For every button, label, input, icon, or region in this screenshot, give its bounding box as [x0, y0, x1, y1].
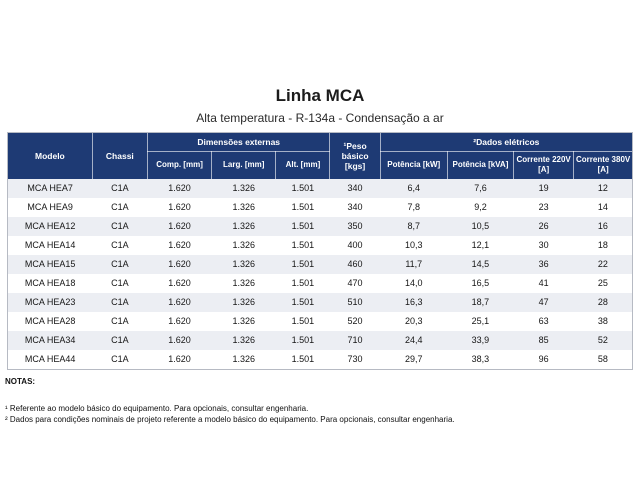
cell-potencia-kw: 11,7 — [405, 259, 423, 270]
cell-potencia-kw: 20,3 — [404, 316, 423, 327]
cell-modelo: MCA HEA44 — [24, 354, 76, 365]
cell-larg: 1.326 — [232, 202, 255, 213]
cell-comp: 1.620 — [168, 316, 191, 327]
note-2: ² Dados para condições nominais de projeto referente a modelo básico do equipamento. Para opcionais, consultar engenharia. — [5, 414, 455, 424]
cell-comp: 1.620 — [168, 297, 191, 308]
cell-potencia-kw: 29,7 — [404, 354, 423, 365]
cell-peso: 470 — [347, 278, 363, 289]
cell-alt: 1.501 — [291, 278, 315, 289]
group-header-dados-eletricos: ²Dados elétricos — [380, 133, 632, 152]
cell-corrente-380v: 14 — [597, 202, 608, 213]
col-header-modelo: Modelo — [8, 133, 92, 179]
cell-alt: 1.501 — [291, 259, 315, 270]
cell-peso: 340 — [347, 183, 363, 194]
note-1: ¹ Referente ao modelo básico do equipamento. Para opcionais, consultar engenharia. — [5, 403, 309, 413]
cell-peso: 710 — [347, 335, 363, 346]
cell-larg: 1.326 — [232, 259, 255, 270]
group-header-dimensoes: Dimensões externas — [147, 133, 330, 152]
cell-chassi: C1A — [111, 335, 129, 346]
cell-corrente-220v: 19 — [538, 183, 549, 194]
cell-corrente-220v: 85 — [538, 335, 549, 346]
cell-modelo: MCA HEA23 — [24, 297, 76, 308]
cell-corrente-220v: 96 — [538, 354, 549, 365]
cell-alt: 1.501 — [291, 202, 315, 213]
cell-alt: 1.501 — [291, 316, 315, 327]
cell-alt: 1.501 — [291, 221, 315, 232]
cell-modelo: MCA HEA9 — [27, 202, 73, 213]
cell-chassi: C1A — [111, 278, 129, 289]
cell-peso: 460 — [347, 259, 363, 270]
cell-larg: 1.326 — [232, 221, 255, 232]
cell-comp: 1.620 — [168, 259, 191, 270]
cell-alt: 1.501 — [291, 240, 315, 251]
cell-comp: 1.620 — [168, 202, 191, 213]
cell-modelo: MCA HEA18 — [24, 278, 76, 289]
cell-peso: 730 — [347, 354, 363, 365]
col-header-corrente-380v: Corrente 380V [A] — [574, 151, 632, 179]
table-row — [8, 236, 632, 255]
cell-comp: 1.620 — [168, 335, 191, 346]
table-row — [8, 293, 632, 312]
cell-corrente-380v: 18 — [597, 240, 608, 251]
cell-alt: 1.501 — [291, 297, 315, 308]
table-row — [8, 255, 632, 274]
col-header-comp: Comp. [mm] — [147, 151, 211, 179]
col-header-alt: Alt. [mm] — [276, 151, 330, 179]
cell-potencia-kw: 6,4 — [407, 183, 420, 194]
cell-corrente-380v: 16 — [597, 221, 608, 232]
cell-comp: 1.620 — [168, 183, 191, 194]
cell-potencia-kva: 16,5 — [471, 278, 490, 289]
cell-comp: 1.620 — [168, 278, 191, 289]
cell-corrente-380v: 38 — [597, 316, 608, 327]
notes-heading: NOTAS: — [5, 376, 36, 386]
cell-modelo: MCA HEA12 — [24, 221, 76, 232]
table-header — [8, 133, 632, 179]
cell-modelo: MCA HEA15 — [24, 259, 76, 270]
cell-potencia-kw: 10,3 — [404, 240, 423, 251]
cell-modelo: MCA HEA28 — [24, 316, 76, 327]
cell-peso: 510 — [347, 297, 363, 308]
table-row — [8, 198, 632, 217]
cell-alt: 1.501 — [291, 335, 315, 346]
cell-comp: 1.620 — [168, 221, 191, 232]
cell-peso: 350 — [347, 221, 363, 232]
col-header-potencia-kw: Potência [kW] — [380, 151, 447, 179]
cell-potencia-kva: 12,1 — [471, 240, 490, 251]
cell-chassi: C1A — [111, 316, 129, 327]
cell-modelo: MCA HEA7 — [27, 183, 73, 194]
cell-potencia-kw: 7,8 — [407, 202, 420, 213]
cell-potencia-kva: 7,6 — [474, 183, 487, 194]
cell-larg: 1.326 — [232, 297, 255, 308]
cell-chassi: C1A — [111, 297, 129, 308]
cell-peso: 340 — [347, 202, 363, 213]
cell-chassi: C1A — [111, 240, 129, 251]
table-row — [8, 312, 632, 331]
cell-chassi: C1A — [111, 202, 129, 213]
table-row — [8, 217, 632, 236]
cell-larg: 1.326 — [232, 240, 255, 251]
cell-modelo: MCA HEA14 — [24, 240, 76, 251]
col-header-chassi: Chassi — [92, 133, 147, 179]
cell-potencia-kva: 18,7 — [471, 297, 490, 308]
cell-corrente-220v: 30 — [538, 240, 549, 251]
page-title: Linha MCA — [275, 86, 365, 105]
cell-comp: 1.620 — [168, 354, 191, 365]
cell-corrente-380v: 28 — [597, 297, 608, 308]
page-subtitle: Alta temperatura - R-134a - Condensação a ar — [196, 111, 444, 126]
table-row — [8, 350, 632, 369]
cell-chassi: C1A — [111, 354, 129, 365]
table-row — [8, 331, 632, 350]
cell-larg: 1.326 — [232, 316, 255, 327]
col-header-potencia-kva: Potência [kVA] — [447, 151, 513, 179]
cell-chassi: C1A — [111, 221, 129, 232]
spec-table — [8, 133, 632, 369]
table-body — [8, 179, 632, 369]
cell-corrente-380v: 25 — [597, 278, 608, 289]
cell-chassi: C1A — [111, 183, 129, 194]
cell-peso: 400 — [347, 240, 363, 251]
spec-table-container — [7, 132, 633, 370]
cell-larg: 1.326 — [232, 354, 255, 365]
cell-corrente-220v: 26 — [538, 221, 549, 232]
cell-potencia-kw: 14,0 — [404, 278, 423, 289]
cell-potencia-kva: 33,9 — [471, 335, 490, 346]
cell-chassi: C1A — [111, 259, 129, 270]
cell-potencia-kva: 9,2 — [474, 202, 487, 213]
cell-potencia-kw: 8,7 — [407, 221, 420, 232]
cell-corrente-380v: 52 — [597, 335, 608, 346]
cell-modelo: MCA HEA34 — [24, 335, 76, 346]
cell-larg: 1.326 — [232, 183, 255, 194]
cell-potencia-kva: 14,5 — [471, 259, 490, 270]
cell-potencia-kw: 16,3 — [404, 297, 423, 308]
cell-comp: 1.620 — [168, 240, 191, 251]
cell-corrente-220v: 41 — [538, 278, 549, 289]
cell-corrente-220v: 47 — [538, 297, 549, 308]
col-header-larg: Larg. [mm] — [212, 151, 276, 179]
cell-potencia-kw: 24,4 — [404, 335, 423, 346]
cell-corrente-220v: 23 — [538, 202, 549, 213]
cell-potencia-kva: 25,1 — [471, 316, 490, 327]
notes-section — [5, 377, 640, 425]
cell-larg: 1.326 — [232, 335, 255, 346]
table-row — [8, 274, 632, 293]
cell-larg: 1.326 — [232, 278, 255, 289]
cell-alt: 1.501 — [291, 183, 315, 194]
cell-corrente-380v: 12 — [597, 183, 608, 194]
col-header-peso-basico: ¹Peso básico [kgs] — [330, 133, 380, 179]
cell-corrente-380v: 22 — [597, 259, 608, 270]
cell-potencia-kva: 38,3 — [471, 354, 490, 365]
cell-peso: 520 — [347, 316, 363, 327]
cell-corrente-220v: 36 — [538, 259, 549, 270]
cell-potencia-kva: 10,5 — [471, 221, 490, 232]
cell-corrente-220v: 63 — [538, 316, 549, 327]
cell-alt: 1.501 — [291, 354, 315, 365]
col-header-corrente-220v: Corrente 220V [A] — [514, 151, 574, 179]
cell-corrente-380v: 58 — [597, 354, 608, 365]
table-row — [8, 179, 632, 198]
